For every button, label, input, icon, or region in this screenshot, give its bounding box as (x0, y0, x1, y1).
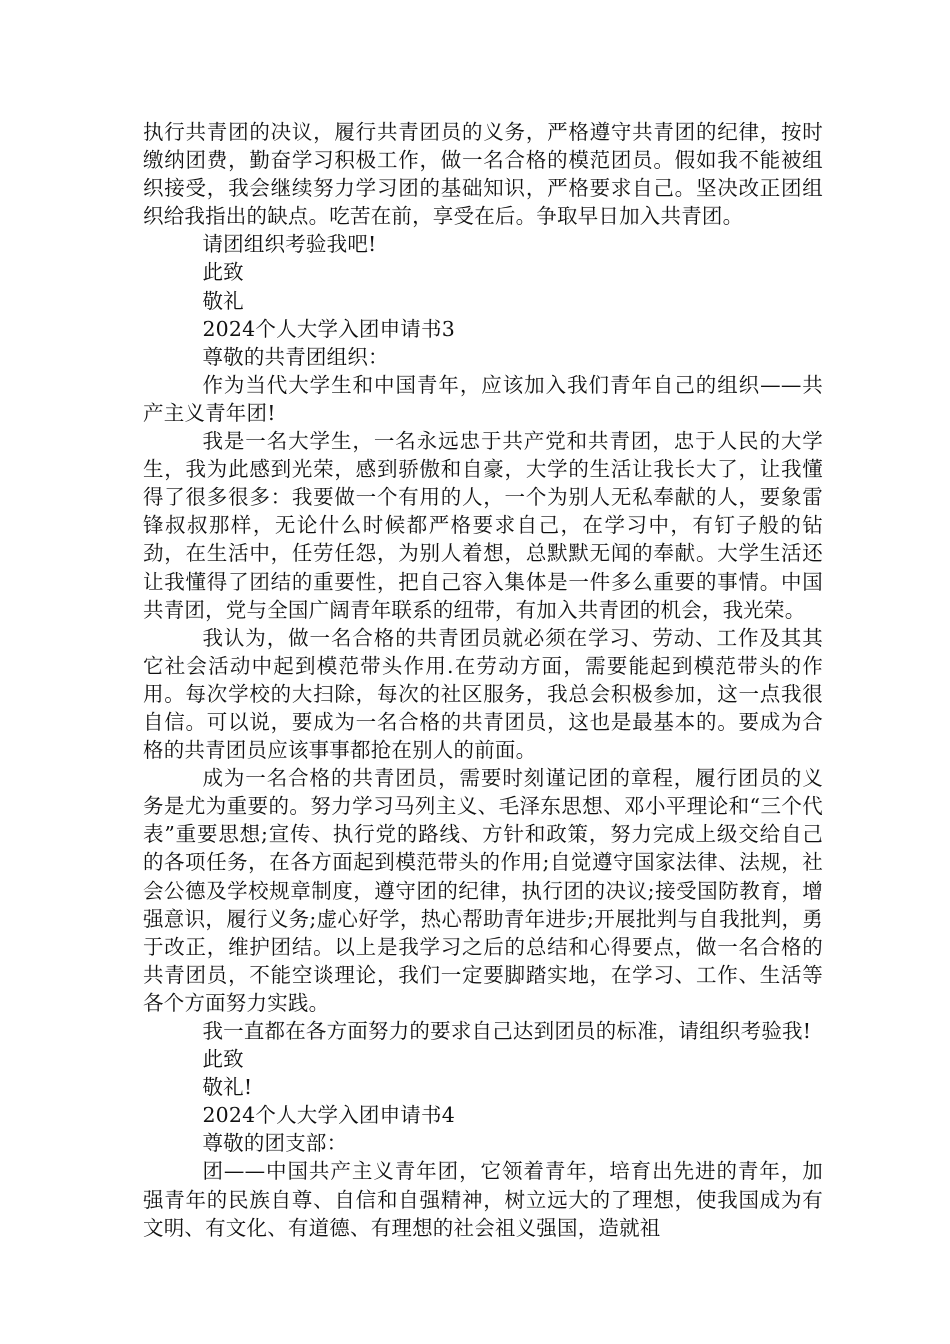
paragraph-12: 此致 (202, 1047, 244, 1072)
paragraph-2: 请团组织考验我吧! (202, 232, 377, 257)
paragraph-9: 我认为，做一名合格的共青团员就必须在学习、劳动、工作及其其它社会活动中起到模范带头作用.在劳动方面，需要能起到模范带头的作用。每次学校的大扫除，每次的社区服务，我总会积极参加，这一点我很自信。可以说，要成为一名合格的共青团员，这也是最基本的。要成为合格的共青团员应该事事都抢在别人的前面。 (143, 625, 823, 763)
section-heading-3: 2024个人大学入团申请书3 (202, 316, 455, 341)
paragraph-4: 敬礼 (202, 288, 244, 313)
paragraph-16: 团——中国共产主义青年团，它领着青年，培育出先进的青年，加强青年的民族自尊、自信和自强精神，树立远大的了理想，使我国成为有文明、有文化、有道德、有理想的社会祖义强国，造就祖 (143, 1159, 823, 1240)
salutation-3: 尊敬的共青团组织： (202, 344, 389, 369)
paragraph-8: 我是一名大学生，一名永远忠于共产党和共青团，忠于人民的大学生，我为此感到光荣，感到骄傲和自豪，大学的生活让我长大了，让我懂得了很多很多：我要做一个有用的人，一个为别人无私奉献的人，要象雷锋叔叔那样，无论什么时候都严格要求自己，在学习中，有钉子般的钻劲，在生活中，任劳任怨，为别人着想，总默默无闻的奉献。大学生活还让我懂得了团结的重要性，把自己容入集体是一件多么重要的事情。中国共青团，党与全国广阔青年联系的纽带，有加入共青团的机会，我光荣。 (143, 429, 823, 622)
paragraph-10: 成为一名合格的共青团员，需要时刻谨记团的章程，履行团员的义务是尤为重要的。努力学习马列主义、毛泽东思想、邓小平理论和“三个代表”重要思想;宣传、执行党的路线、方针和政策，努力完成上级交给自己的各项任务，在各方面起到模范带头的作用;自觉遵守国家法律、法规，社会公德及学校规章制度，遵守团的纪律，执行团的决议;接受国防教育，增强意识，履行义务;虚心好学，热心帮助青年进步;开展批判与自我批判，勇于改正，维护团结。以上是我学习之后的总结和心得要点，做一名合格的共青团员，不能空谈理论，我们一定要脚踏实地，在学习、工作、生活等各个方面努力实践。 (143, 766, 823, 1015)
section-heading-4: 2024个人大学入团申请书4 (202, 1103, 455, 1128)
paragraph-11: 我一直都在各方面努力的要求自己达到团员的标准，请组织考验我! (202, 1019, 812, 1043)
paragraph-3: 此致 (202, 260, 244, 285)
paragraph-1: 执行共青团的决议，履行共青团员的义务，严格遵守共青团的纪律，按时缴纳团费，勤奋学习积极工作，做一名合格的模范团员。假如我不能被组织接受，我会继续努力学习团的基础知识，严格要求自己。坚决改正团组织给我指出的缺点。吃苦在前，享受在后。争取早日加入共青团。 (143, 120, 823, 229)
salutation-4: 尊敬的团支部： (202, 1131, 348, 1156)
paragraph-13: 敬礼! (202, 1075, 253, 1100)
document-page (143, 118, 823, 1242)
paragraph-7: 作为当代大学生和中国青年，应该加入我们青年自己的组织——共产主义青年团! (143, 372, 823, 425)
